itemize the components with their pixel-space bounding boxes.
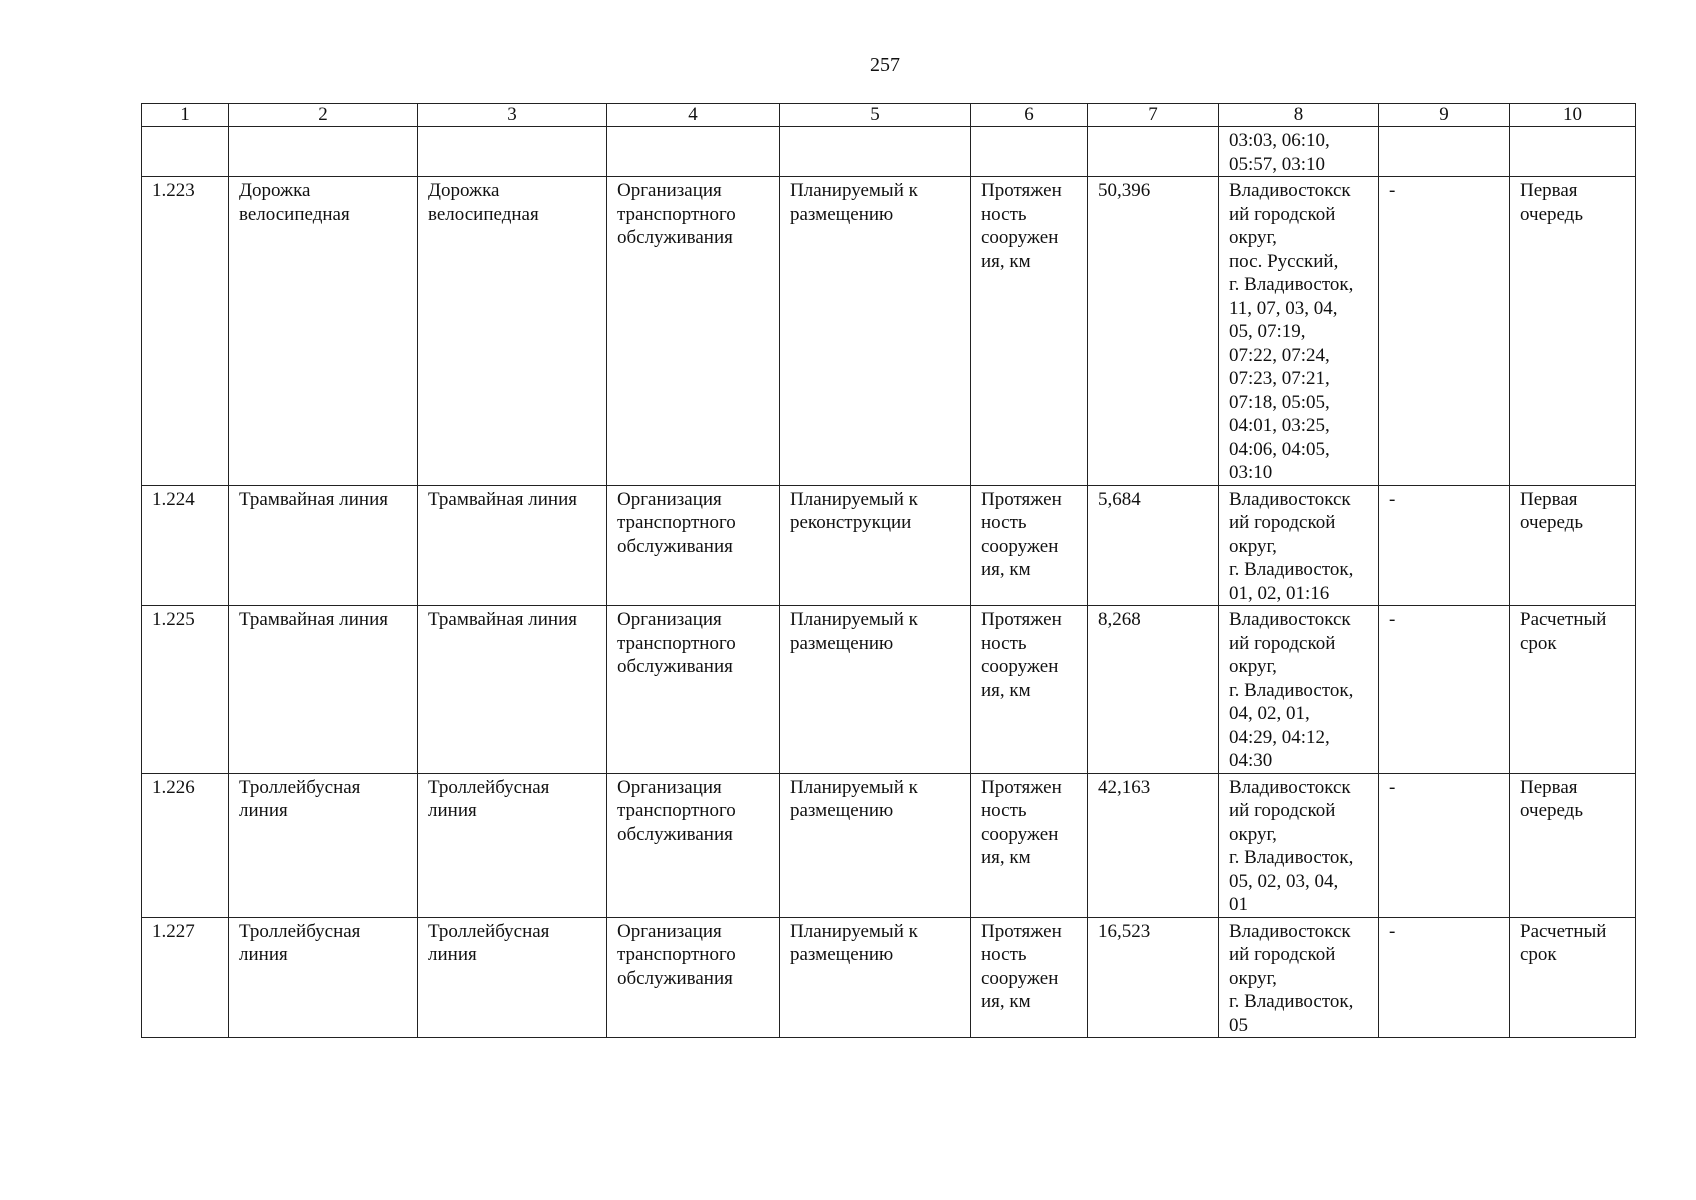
row-number-cell: 1.225: [142, 606, 229, 774]
table-row: [142, 485, 1636, 606]
table-cell: Планируемый к размещению: [780, 177, 971, 486]
table-cell: Первая очередь: [1510, 177, 1636, 486]
table-row: [142, 917, 1636, 1038]
table-cell: Трамвайная линия: [229, 606, 418, 774]
table-cell: Планируемый к размещению: [780, 917, 971, 1038]
table-cell: Троллейбусная линия: [229, 917, 418, 1038]
table-cell: Расчетный срок: [1510, 917, 1636, 1038]
table-cell: Планируемый к размещению: [780, 606, 971, 774]
table-cell: Троллейбусная линия: [229, 773, 418, 917]
header-cell: 9: [1379, 104, 1510, 127]
header-cell: 4: [607, 104, 780, 127]
table-cell: Протяжен ность сооружен ия, км: [971, 177, 1088, 486]
data-table: [141, 103, 1636, 1038]
table-cell: -: [1379, 485, 1510, 606]
table-cell: Троллейбусная линия: [418, 773, 607, 917]
table-cell: Планируемый к реконструкции: [780, 485, 971, 606]
table-cell: Дорожка велосипедная: [418, 177, 607, 486]
table-cell: Планируемый к размещению: [780, 773, 971, 917]
continuation-row: [142, 127, 1636, 177]
table-cell: Владивостокск ий городской округ, г. Владивосток, 04, 02, 01, 04:29, 04:12, 04:30: [1219, 606, 1379, 774]
table-cell: -: [1379, 606, 1510, 774]
table-cell: Протяжен ность сооружен ия, км: [971, 773, 1088, 917]
table-cell: Дорожка велосипедная: [229, 177, 418, 486]
table-cell: 42,163: [1088, 773, 1219, 917]
table-row: [142, 773, 1636, 917]
table-cell: Расчетный срок: [1510, 606, 1636, 774]
table-cell: Организация транспортного обслуживания: [607, 485, 780, 606]
header-cell: 8: [1219, 104, 1379, 127]
row-number-cell: 1.223: [142, 177, 229, 486]
table-row: [142, 177, 1636, 486]
table-cell: Организация транспортного обслуживания: [607, 917, 780, 1038]
table-cell: Владивостокск ий городской округ, г. Владивосток, 01, 02, 01:16: [1219, 485, 1379, 606]
table-cell: Организация транспортного обслуживания: [607, 773, 780, 917]
row-number-cell: 1.227: [142, 917, 229, 1038]
table-cell: Организация транспортного обслуживания: [607, 177, 780, 486]
table-cell: Трамвайная линия: [418, 485, 607, 606]
table-cell: [1379, 127, 1510, 177]
table-cell: 16,523: [1088, 917, 1219, 1038]
table-cell: Протяжен ность сооружен ия, км: [971, 606, 1088, 774]
table-cell: [418, 127, 607, 177]
row-number-cell: 1.224: [142, 485, 229, 606]
header-cell: 1: [142, 104, 229, 127]
table-cell: [1088, 127, 1219, 177]
table-cell: 8,268: [1088, 606, 1219, 774]
table-cell: [229, 127, 418, 177]
table-cell: Трамвайная линия: [418, 606, 607, 774]
page-number: 257: [870, 54, 900, 76]
row-number-cell: 1.226: [142, 773, 229, 917]
table-cell: [1510, 127, 1636, 177]
table-cell: 5,684: [1088, 485, 1219, 606]
table-cell: 50,396: [1088, 177, 1219, 486]
table-cell: Протяжен ность сооружен ия, км: [971, 485, 1088, 606]
header-cell: 3: [418, 104, 607, 127]
table-cell: [607, 127, 780, 177]
table-cell: [142, 127, 229, 177]
table-cell: -: [1379, 773, 1510, 917]
table-cell: [780, 127, 971, 177]
header-cell: 5: [780, 104, 971, 127]
header-cell: 10: [1510, 104, 1636, 127]
table-cell: [971, 127, 1088, 177]
header-cell: 2: [229, 104, 418, 127]
table-cell: Первая очередь: [1510, 773, 1636, 917]
table-cell: Организация транспортного обслуживания: [607, 606, 780, 774]
table-row: [142, 606, 1636, 774]
table-cell: Владивостокск ий городской округ, пос. Русский, г. Владивосток, 11, 07, 03, 04, 05, 07:19, 07:22, 07:24, 07:23, 07:21, 07:18, 05:05, 04:01, 03:25, 04:06, 04:05, 03:10: [1219, 177, 1379, 486]
table-cell: -: [1379, 177, 1510, 486]
header-row: [142, 104, 1636, 127]
table-cell: Владивостокск ий городской округ, г. Владивосток, 05, 02, 03, 04, 01: [1219, 773, 1379, 917]
table-cell: Трамвайная линия: [229, 485, 418, 606]
table-cell: Первая очередь: [1510, 485, 1636, 606]
table-cell: Протяжен ность сооружен ия, км: [971, 917, 1088, 1038]
table-cell: Владивостокск ий городской округ, г. Владивосток, 05: [1219, 917, 1379, 1038]
header-cell: 7: [1088, 104, 1219, 127]
table-cell: 03:03, 06:10, 05:57, 03:10: [1219, 127, 1379, 177]
table-cell: -: [1379, 917, 1510, 1038]
header-cell: 6: [971, 104, 1088, 127]
table-cell: Троллейбусная линия: [418, 917, 607, 1038]
